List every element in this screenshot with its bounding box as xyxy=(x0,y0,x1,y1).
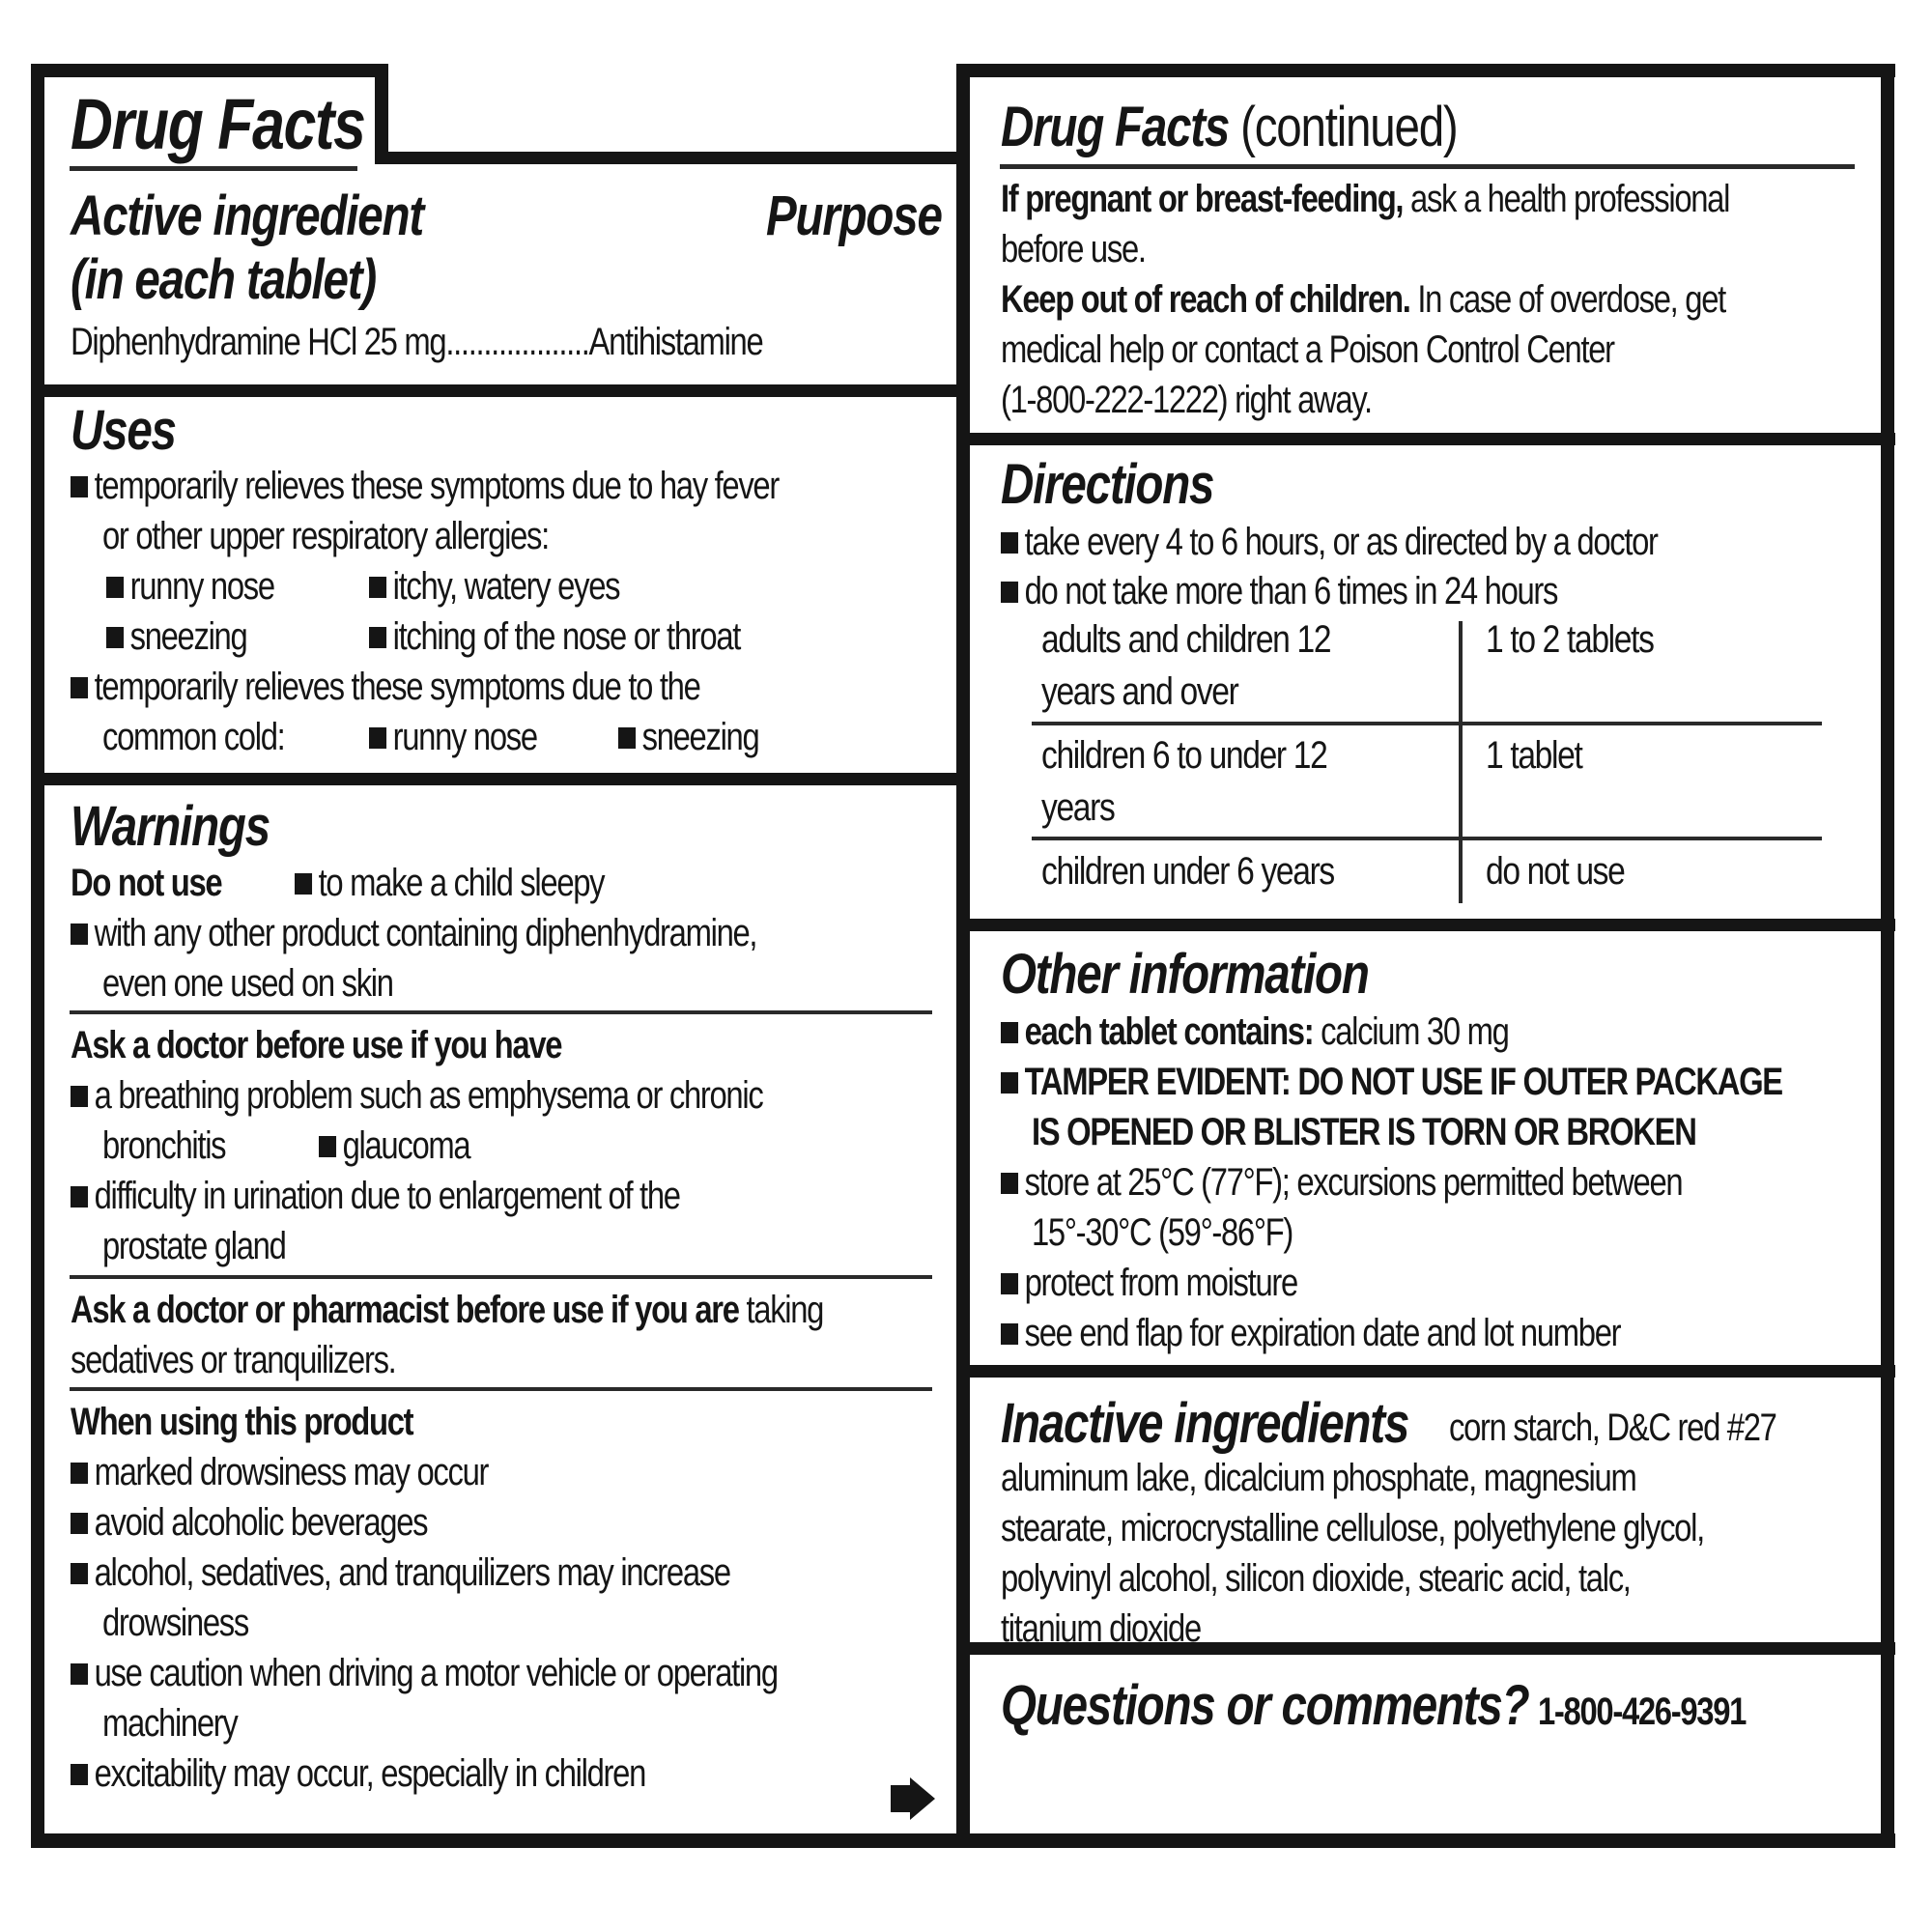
do-not-use-item: with any other product containing diphenhydramine, xyxy=(71,908,756,958)
table-column-divider xyxy=(1459,621,1463,903)
bullet-icon xyxy=(71,923,88,945)
storage-item-cont: 15°-30°C (59°-86°F) xyxy=(1032,1211,1293,1254)
tamper-evident-item: TAMPER EVIDENT: DO NOT USE IF OUTER PACKAGE xyxy=(1001,1057,1782,1107)
uses-item-cont: common cold: xyxy=(102,716,285,758)
when-using-item: use caution when driving a motor vehicle or operating xyxy=(71,1648,778,1698)
questions-phone: 1-800-426-9391 xyxy=(1538,1690,1747,1733)
active-ingredient-heading: Active ingredient xyxy=(71,185,423,247)
title-underline xyxy=(70,166,357,171)
left-tab-right-border xyxy=(375,64,388,164)
when-using-heading: When using this product xyxy=(71,1401,413,1443)
bullet-icon xyxy=(618,727,636,749)
drug-facts-title: Drug Facts xyxy=(71,84,365,164)
ask-doctor-item-cont: prostate gland xyxy=(102,1225,286,1267)
bullet-icon xyxy=(1001,1323,1018,1345)
expiration-item: see end flap for expiration date and lot number xyxy=(1001,1308,1620,1358)
uses-sub-item: itching of the nose or throat xyxy=(369,611,740,662)
other-info-item: each tablet contains: calcium 30 mg xyxy=(1001,1007,1509,1057)
continued-title: Drug Facts (continued) xyxy=(1001,96,1458,158)
tamper-evident-item-cont: IS OPENED OR BLISTER IS TORN OR BROKEN xyxy=(1032,1111,1696,1153)
poison-control-line: (1-800-222-1222) right away. xyxy=(1001,379,1372,421)
bullet-icon xyxy=(1001,1273,1018,1294)
table-cell-dose: do not use xyxy=(1486,850,1625,893)
directions-item: take every 4 to 6 hours, or as directed by a doctor xyxy=(1001,517,1658,567)
ask-doctor-item: a breathing problem such as emphysema or chronic xyxy=(71,1070,762,1121)
table-row-divider xyxy=(1032,837,1822,840)
inactive-ingredients-line: corn starch, D&C red #27 xyxy=(1449,1406,1776,1449)
directions-item: do not take more than 6 times in 24 hours xyxy=(1001,566,1557,616)
bullet-icon xyxy=(106,627,124,648)
directions-heading: Directions xyxy=(1001,453,1214,516)
do-not-use-item: to make a child sleepy xyxy=(295,858,604,908)
divider-active-uses xyxy=(31,384,963,397)
divider-top-directions xyxy=(956,433,1895,445)
questions-heading: Questions or comments? xyxy=(1001,1674,1529,1737)
when-using-item: excitability may occur, especially in children xyxy=(71,1748,645,1799)
table-cell-age: children 6 to under 12 xyxy=(1041,734,1327,777)
active-ingredient-subheading: (in each tablet) xyxy=(71,248,376,311)
when-using-item-cont: drowsiness xyxy=(102,1602,248,1644)
arrow-right-icon xyxy=(889,1777,937,1820)
inactive-ingredients-line: aluminum lake, dicalcium phosphate, magnesium xyxy=(1001,1457,1636,1499)
bullet-icon xyxy=(71,1463,88,1484)
uses-heading: Uses xyxy=(71,399,176,462)
uses-sub-item: itchy, watery eyes xyxy=(369,561,619,611)
table-cell-age: years and over xyxy=(1041,670,1238,713)
other-information-heading: Other information xyxy=(1001,943,1369,1006)
warnings-divider xyxy=(70,1387,932,1391)
left-tab-top-border xyxy=(31,64,388,77)
uses-cold-sub-item: sneezing xyxy=(618,712,758,762)
bullet-icon xyxy=(1001,582,1018,603)
bullet-icon xyxy=(71,1764,88,1785)
when-using-item: marked drowsiness may occur xyxy=(71,1447,488,1497)
bullet-icon xyxy=(369,577,386,598)
warnings-heading: Warnings xyxy=(71,795,270,858)
ask-doctor-item-cont: bronchitis xyxy=(102,1124,226,1167)
bullet-icon xyxy=(1001,1173,1018,1194)
inactive-ingredients-line: polyvinyl alcohol, silicon dioxide, stearic acid, talc, xyxy=(1001,1557,1631,1600)
ask-doctor-item: difficulty in urination due to enlargement of the xyxy=(71,1171,680,1221)
table-row-divider xyxy=(1032,722,1822,725)
when-using-item: avoid alcoholic beverages xyxy=(71,1497,427,1548)
bullet-icon xyxy=(71,1513,88,1534)
pregnant-line2: before use. xyxy=(1001,228,1146,270)
moisture-item: protect from moisture xyxy=(1001,1258,1297,1308)
dot-leader: ................... xyxy=(445,321,589,363)
bullet-icon xyxy=(295,873,312,895)
ask-doctor-sub-item: glaucoma xyxy=(319,1121,469,1171)
do-not-use-label: Do not use xyxy=(71,862,222,904)
table-cell-age: adults and children 12 xyxy=(1041,618,1331,661)
bullet-icon xyxy=(71,1186,88,1208)
ask-pharmacist-line2: sedatives or tranquilizers. xyxy=(71,1339,396,1381)
uses-cold-sub-item: runny nose xyxy=(369,712,537,762)
right-outer-border xyxy=(1881,64,1894,1848)
bullet-icon xyxy=(319,1136,336,1157)
warnings-divider xyxy=(70,1275,932,1279)
bullet-icon xyxy=(1001,1072,1018,1094)
inactive-ingredients-line: stearate, microcrystalline cellulose, polyethylene glycol, xyxy=(1001,1507,1704,1549)
bullet-icon xyxy=(369,727,386,749)
uses-item-cont: or other upper respiratory allergies: xyxy=(102,515,549,557)
ask-doctor-heading: Ask a doctor before use if you have xyxy=(71,1024,562,1066)
bullet-icon xyxy=(71,1086,88,1107)
bullet-icon xyxy=(71,476,88,497)
pregnant-line: If pregnant or breast-feeding, ask a health professional xyxy=(1001,178,1730,220)
divider-other-inactive xyxy=(956,1365,1895,1378)
uses-item: temporarily relieves these symptoms due to the xyxy=(71,662,700,712)
uses-item: temporarily relieves these symptoms due to hay fever xyxy=(71,461,779,511)
table-cell-dose: 1 to 2 tablets xyxy=(1486,618,1654,661)
right-top-border xyxy=(956,64,1895,77)
active-ingredient-row xyxy=(71,317,762,367)
bullet-icon xyxy=(71,1663,88,1685)
bullet-icon xyxy=(106,577,124,598)
table-cell-age: children under 6 years xyxy=(1041,850,1334,893)
bullet-icon xyxy=(1001,1022,1018,1043)
continued-title-underline xyxy=(1000,164,1855,169)
when-using-item-cont: machinery xyxy=(102,1702,238,1745)
divider-uses-warnings xyxy=(31,773,963,785)
bullet-icon xyxy=(1001,532,1018,554)
warnings-divider xyxy=(70,1010,932,1014)
uses-sub-item: sneezing xyxy=(106,611,246,662)
divider-directions-other xyxy=(956,919,1895,931)
when-using-item: alcohol, sedatives, and tranquilizers may increase xyxy=(71,1548,730,1598)
ingredient-name: Diphenhydramine HCl 25 mg xyxy=(71,321,446,363)
do-not-use-item-cont: even one used on skin xyxy=(102,962,393,1005)
storage-item: store at 25°C (77°F); excursions permitted between xyxy=(1001,1157,1682,1208)
uses-sub-item: runny nose xyxy=(106,561,274,611)
ingredient-purpose: Antihistamine xyxy=(588,321,763,363)
inactive-ingredients-line: titanium dioxide xyxy=(1001,1607,1201,1650)
bullet-icon xyxy=(369,627,386,648)
keep-out-line: Keep out of reach of children. In case of overdose, get xyxy=(1001,278,1725,321)
left-outer-border xyxy=(31,64,44,1848)
keep-out-line2: medical help or contact a Poison Control Center xyxy=(1001,328,1614,371)
table-cell-dose: 1 tablet xyxy=(1486,734,1582,777)
bullet-icon xyxy=(71,677,88,698)
column-divider xyxy=(956,64,970,1848)
bottom-border xyxy=(31,1833,1895,1848)
bullet-icon xyxy=(71,1563,88,1584)
purpose-heading: Purpose xyxy=(766,185,942,247)
left-top-border xyxy=(375,152,969,164)
inactive-ingredients-heading: Inactive ingredients xyxy=(1001,1392,1409,1455)
ask-pharmacist-line: Ask a doctor or pharmacist before use if you are taking xyxy=(71,1289,824,1331)
table-cell-age: years xyxy=(1041,786,1115,829)
